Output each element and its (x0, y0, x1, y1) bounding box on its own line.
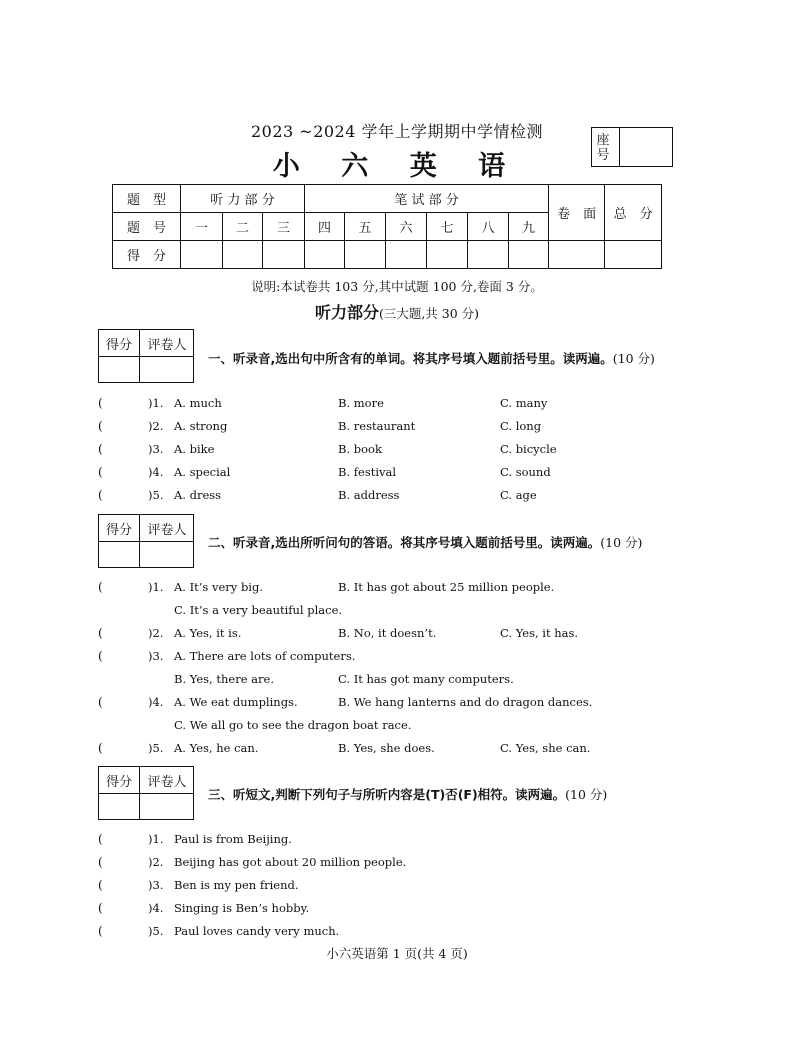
seat-divider (619, 127, 620, 167)
writing-part-header: 笔 试 部 分 (305, 185, 549, 213)
option-a: A. It’s very big. (174, 580, 264, 594)
option-a: A. much (174, 396, 222, 410)
part3-heading-text: 三、听短文,判断下列句子与所听内容是(T)否(F)相符。读两遍。 (208, 787, 566, 802)
answer-paren[interactable]: ( (98, 465, 103, 479)
part3-heading (208, 785, 607, 803)
option-c: C. We all go to see the dragon boat race. (174, 718, 412, 732)
question-number: 三 (263, 213, 305, 241)
item-number: )3. (148, 878, 164, 892)
part2-heading (208, 533, 642, 551)
option-c: C. It’s a very beautiful place. (174, 603, 343, 617)
total-score-cell[interactable] (605, 241, 662, 269)
answer-paren[interactable]: ( (98, 488, 103, 502)
option-c: C. It has got many computers. (338, 672, 514, 686)
score-cell[interactable] (386, 241, 427, 269)
statement-text: Beijing has got about 20 million people. (174, 855, 407, 869)
score-cell[interactable] (427, 241, 468, 269)
item-number: )2. (148, 855, 164, 869)
option-a: A. strong (174, 419, 228, 433)
question-number: 八 (468, 213, 509, 241)
answer-paren[interactable]: ( (98, 396, 103, 410)
part1-heading-text: 一、听录音,选出句中所含有的单词。将其序号填入题前括号里。读两遍。 (208, 351, 613, 366)
part2-heading-text: 二、听录音,选出所听问句的答语。将其序号填入题前括号里。读两遍。 (208, 535, 601, 550)
option-a: A. bike (174, 442, 215, 456)
grade-box-part3 (98, 766, 194, 820)
answer-paren[interactable]: ( (98, 924, 103, 938)
exam-title: 2023 ~2024 学年上学期期中学情检测 (250, 122, 544, 141)
neatness-header: 卷 面 (549, 185, 605, 241)
option-c: C. Yes, it has. (500, 626, 579, 640)
item-number: )3. (148, 649, 164, 663)
option-c: C. long (500, 419, 542, 433)
part1-points: (10 分) (612, 351, 655, 366)
answer-paren[interactable]: ( (98, 442, 103, 456)
part1-heading (208, 349, 655, 367)
item-number: )5. (148, 741, 164, 755)
option-c: C. many (500, 396, 548, 410)
option-c: C. age (500, 488, 537, 502)
grader-label: 评卷人 (147, 775, 187, 790)
neatness-score-cell[interactable] (549, 241, 605, 269)
answer-paren[interactable]: ( (98, 626, 103, 640)
option-b: B. restaurant (338, 419, 416, 433)
question-number: 五 (345, 213, 386, 241)
grader-label: 评卷人 (147, 523, 187, 538)
answer-paren[interactable]: ( (98, 741, 103, 755)
score-cell[interactable] (263, 241, 305, 269)
listening-part-header: 听 力 部 分 (181, 185, 305, 213)
option-b: B. Yes, there are. (174, 672, 274, 686)
score-label: 得分 (105, 338, 132, 353)
option-a: A. Yes, he can. (174, 741, 259, 755)
question-number: 九 (509, 213, 549, 241)
option-a: A. We eat dumplings. (174, 695, 298, 709)
total-header: 总 分 (605, 185, 662, 241)
item-number: )3. (148, 442, 164, 456)
answer-paren[interactable]: ( (98, 580, 103, 594)
option-b: B. book (338, 442, 382, 456)
score-cell[interactable] (223, 241, 263, 269)
option-b: B. No, it doesn’t. (338, 626, 437, 640)
score-cell[interactable] (181, 241, 223, 269)
question-number: 二 (223, 213, 263, 241)
question-number-label: 题 号 (113, 213, 181, 241)
question-type-label: 题 型 (113, 185, 181, 213)
question-number: 四 (305, 213, 345, 241)
statement-text: Paul is from Beijing. (174, 832, 292, 846)
option-b: B. Yes, she does. (338, 741, 435, 755)
grade-box-part1 (98, 329, 194, 383)
score-table (112, 184, 662, 269)
score-label: 得 分 (113, 241, 181, 269)
answer-paren[interactable]: ( (98, 901, 103, 915)
item-number: )4. (148, 901, 164, 915)
item-number: )5. (148, 924, 164, 938)
part3-points: (10 分) (565, 787, 608, 802)
answer-paren[interactable]: ( (98, 878, 103, 892)
option-c: C. Yes, she can. (500, 741, 591, 755)
option-c: C. bicycle (500, 442, 557, 456)
score-label: 得分 (105, 523, 132, 538)
answer-paren[interactable]: ( (98, 695, 103, 709)
option-b: B. festival (338, 465, 397, 479)
answer-paren[interactable]: ( (98, 832, 103, 846)
grader-label: 评卷人 (147, 338, 187, 353)
option-a: A. dress (174, 488, 222, 502)
score-cell[interactable] (468, 241, 509, 269)
item-number: )1. (148, 396, 164, 410)
score-cell[interactable] (345, 241, 386, 269)
exam-note: 说明:本试卷共 103 分,其中试题 100 分,卷面 3 分。 (251, 279, 543, 294)
statement-text: Singing is Ben’s hobby. (174, 901, 310, 915)
option-a: A. There are lots of computers. (174, 649, 356, 663)
statement-text: Ben is my pen friend. (174, 878, 299, 892)
grade-box-part2 (98, 514, 194, 568)
statement-text: Paul loves candy very much. (174, 924, 340, 938)
subject-title: 小 六 英 语 (272, 151, 522, 182)
page-footer: 小六英语第 1 页(共 4 页) (326, 946, 468, 961)
seat-label: 座号 (596, 133, 610, 163)
score-cell[interactable] (305, 241, 345, 269)
item-number: )4. (148, 695, 164, 709)
item-number: )5. (148, 488, 164, 502)
option-b: B. address (338, 488, 400, 502)
item-number: )1. (148, 580, 164, 594)
part2-points: (10 分) (600, 535, 643, 550)
item-number: )2. (148, 626, 164, 640)
answer-paren[interactable]: ( (98, 855, 103, 869)
option-c: C. sound (500, 465, 551, 479)
answer-paren[interactable]: ( (98, 649, 103, 663)
answer-paren[interactable]: ( (98, 419, 103, 433)
option-b: B. We hang lanterns and do dragon dances. (338, 695, 593, 709)
listening-title: 听力部分 (314, 303, 379, 322)
question-number: 一 (181, 213, 223, 241)
item-number: )2. (148, 419, 164, 433)
listening-title-note: (三大题,共 30 分) (378, 306, 480, 321)
listening-section-title (0, 300, 794, 323)
score-label: 得分 (105, 775, 132, 790)
item-number: )1. (148, 832, 164, 846)
option-b: B. It has got about 25 million people. (338, 580, 555, 594)
question-number: 七 (427, 213, 468, 241)
option-b: B. more (338, 396, 384, 410)
item-number: )4. (148, 465, 164, 479)
option-a: A. Yes, it is. (174, 626, 242, 640)
score-cell[interactable] (509, 241, 549, 269)
option-a: A. special (174, 465, 231, 479)
question-number: 六 (386, 213, 427, 241)
